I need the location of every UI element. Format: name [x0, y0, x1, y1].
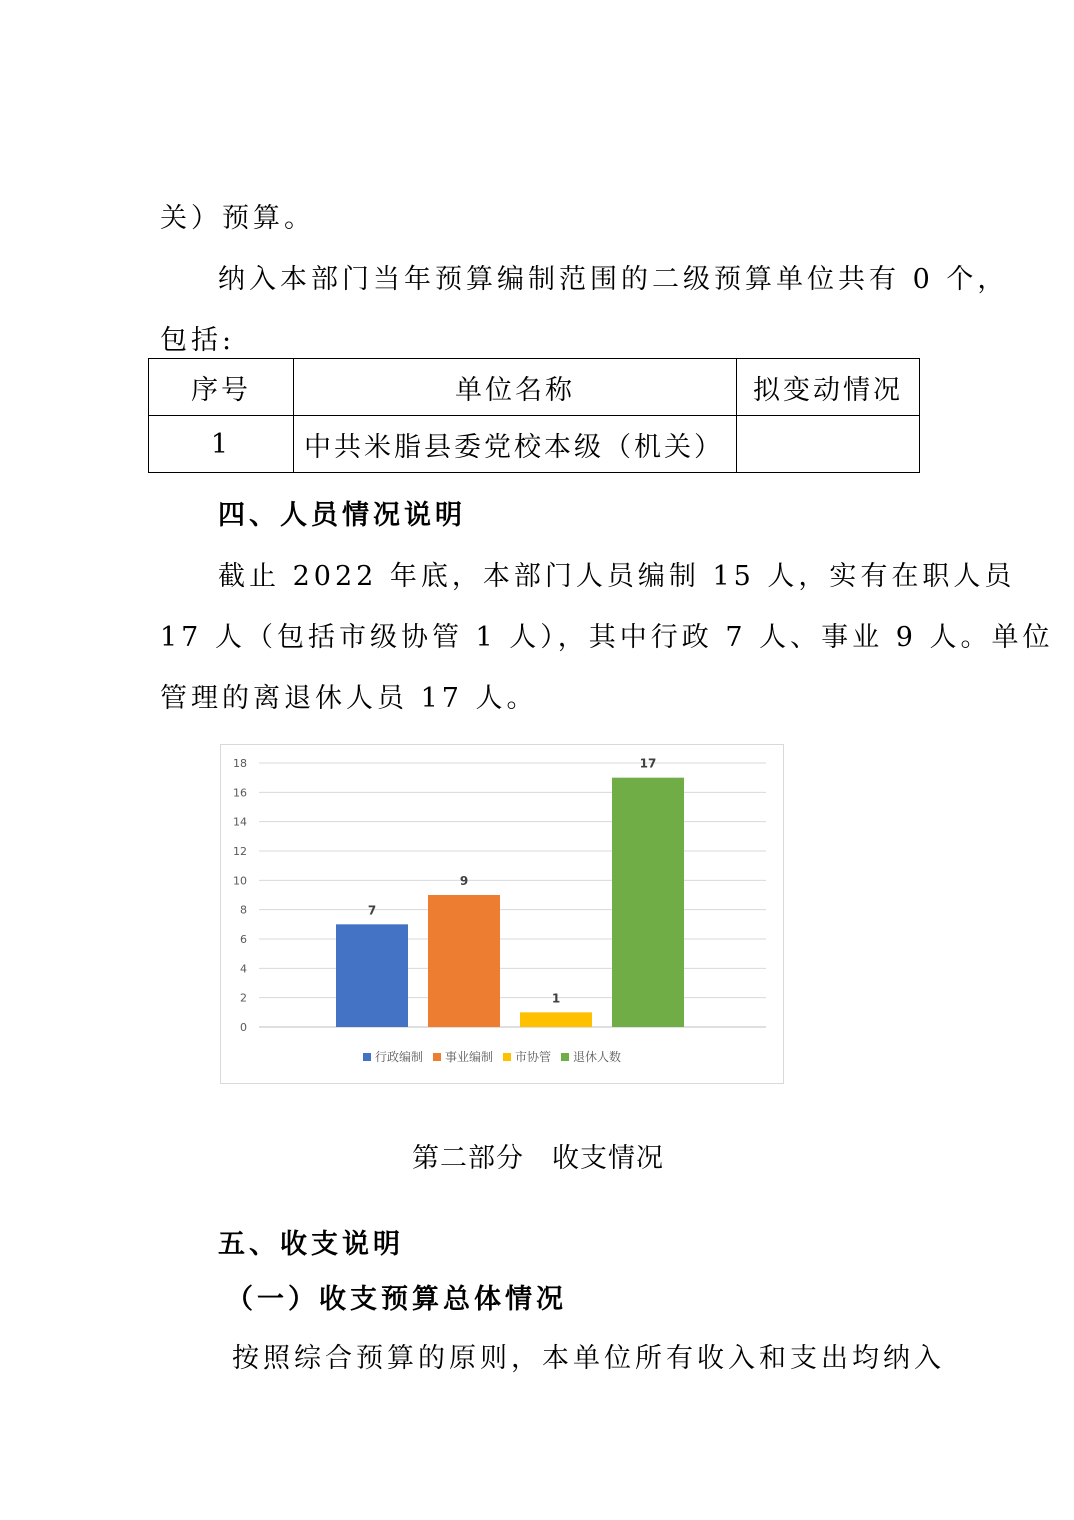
y-tick-label: 8 [240, 903, 247, 917]
y-tick-label: 2 [240, 991, 247, 1005]
sub-unit-table [148, 358, 920, 473]
data-label: 9 [459, 874, 469, 888]
data-label: 1 [551, 991, 561, 1006]
paragraph-line: 17 人（包括市级协管 1 人），其中行政 7 人、事业 9 人。单位 [160, 622, 1054, 653]
part-title: 第二部分 收支情况 [412, 1143, 664, 1174]
legend-label: 事业编制 [445, 1050, 494, 1064]
section-heading: 五、收支说明 [218, 1229, 404, 1260]
subsection-heading: （一）收支预算总体情况 [226, 1284, 567, 1315]
y-tick-label: 18 [233, 757, 247, 770]
bar-3 [520, 1012, 592, 1027]
chart-canvas [221, 745, 783, 1083]
y-tick-label: 14 [233, 815, 247, 829]
paragraph-line: 纳入本部门当年预算编制范围的二级预算单位共有 0 个， [218, 264, 1009, 295]
legend-label: 市协管 [515, 1050, 552, 1064]
staff-bar-chart [220, 744, 784, 1084]
paragraph-line: 管理的离退休人员 17 人。 [160, 683, 538, 714]
table-cell: 中共米脂县委党校本级（机关） [294, 416, 737, 473]
bar-1 [336, 924, 408, 1027]
bar-4 [612, 778, 684, 1027]
data-label: 7 [367, 903, 377, 918]
legend-swatch [363, 1053, 371, 1061]
y-tick-label: 4 [240, 962, 247, 976]
table-cell: 1 [149, 416, 294, 473]
table-row [149, 416, 920, 473]
legend-label: 行政编制 [375, 1050, 424, 1064]
y-tick-label: 16 [233, 786, 247, 800]
data-label: 17 [639, 756, 657, 771]
paragraph-line: 按照综合预算的原则，本单位所有收入和支出均纳入 [232, 1343, 945, 1374]
legend-swatch [561, 1053, 569, 1061]
table-cell [737, 416, 920, 473]
legend-swatch [503, 1053, 511, 1061]
paragraph-line: 截止 2022 年底，本部门人员编制 15 人，实有在职人员 [218, 561, 1016, 592]
y-tick-label: 12 [233, 845, 247, 858]
paragraph-line: 包括: [160, 325, 236, 356]
table-header-cell: 序号 [149, 359, 294, 416]
table-header-cell: 单位名称 [294, 359, 737, 416]
legend-swatch [433, 1053, 441, 1061]
legend-label: 退休人数 [573, 1050, 622, 1064]
y-tick-label: 10 [233, 874, 247, 888]
table-header-row [149, 359, 920, 416]
y-tick-label: 6 [240, 933, 247, 946]
y-tick-label: 0 [240, 1021, 247, 1034]
paragraph-line: 关）预算。 [160, 203, 315, 234]
table-header-cell: 拟变动情况 [737, 359, 920, 416]
section-heading: 四、人员情况说明 [218, 500, 466, 531]
bar-2 [428, 895, 500, 1027]
